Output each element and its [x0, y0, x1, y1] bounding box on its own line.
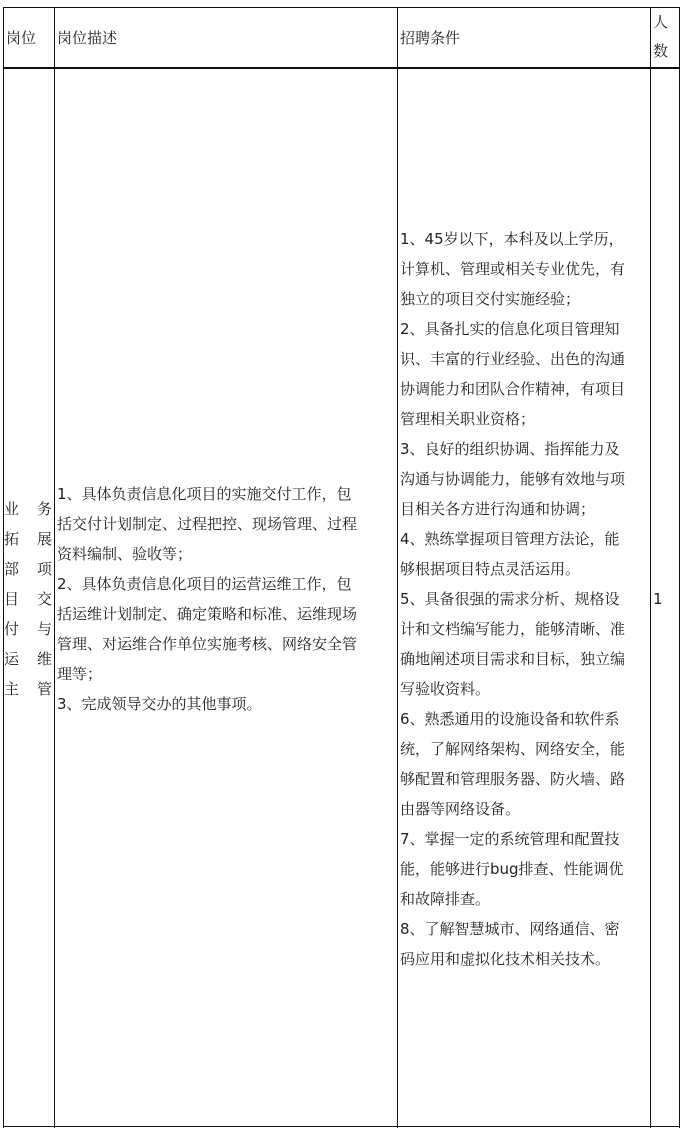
requirements-line: 3、良好的组织协调、指挥能力及: [400, 440, 620, 458]
requirements-line: 统，了解网络架构、网络安全，能: [400, 740, 626, 758]
header-position: 岗位: [6, 29, 37, 47]
grid-line: [3, 7, 680, 8]
grid-line: [3, 67, 680, 69]
requirements-line: 沟通与协调能力，能够有效地与项: [400, 470, 626, 488]
requirements-line: 协调能力和团队合作精神，有项目: [400, 380, 626, 398]
requirements-line: 识、丰富的行业经验、出色的沟通: [400, 350, 626, 368]
requirements-cell: [400, 224, 648, 974]
header-count-char: 人: [653, 13, 669, 31]
header-requirements: 招聘条件: [400, 29, 461, 47]
requirements-line: 7、掌握一定的系统管理和配置技: [400, 830, 620, 848]
requirements-line: 管理相关职业资格；: [400, 410, 536, 428]
requirements-line: 5、具备很强的需求分析、规格设: [400, 590, 620, 608]
description-line: 理等；: [57, 665, 103, 683]
requirements-line: 写验收资料。: [400, 680, 491, 698]
position-line: 拓 展: [4, 530, 52, 548]
description-line: 2、具体负责信息化项目的运营运维工作，包: [57, 575, 352, 593]
requirements-line: 独立的项目交付实施经验；: [400, 290, 581, 308]
description-line: 括运维计划制定、确定策略和标准、运维现场: [57, 605, 358, 623]
requirements-line: 计和文档编写能力，能够清晰、准: [400, 620, 626, 638]
position-cell: [4, 494, 52, 704]
grid-line: [3, 1126, 680, 1127]
header-description: 岗位描述: [57, 29, 118, 47]
description-line: 3、完成领导交办的其他事项。: [57, 695, 262, 713]
description-line: 1、具体负责信息化项目的实施交付工作，包: [57, 485, 352, 503]
grid-line: [650, 7, 651, 1128]
requirements-line: 能，能够进行bug排查、性能调优: [400, 860, 624, 878]
requirements-line: 2、具备扎实的信息化项目管理知: [400, 320, 620, 338]
description-line: 管理、对运维合作单位实施考核、网络安全管: [57, 635, 358, 653]
requirements-line: 确地阐述项目需求和目标，独立编: [400, 650, 626, 668]
requirements-line: 够根据项目特点灵活运用。: [400, 560, 581, 578]
grid-line: [679, 7, 680, 1128]
requirements-line: 目相关各方进行沟通和协调；: [400, 500, 596, 518]
requirements-line: 6、熟悉通用的设施设备和软件系: [400, 710, 620, 728]
description-line: 括交付计划制定、过程把控、现场管理、过程: [57, 515, 358, 533]
position-line: 部 项: [4, 560, 52, 578]
requirements-line: 8、了解智慧城市、网络通信、密: [400, 920, 620, 938]
requirements-line: 和故障排查。: [400, 890, 491, 908]
header-count-char: 数: [653, 42, 669, 60]
description-cell: [57, 479, 395, 719]
position-line: 业 务: [4, 500, 52, 518]
requirements-line: 够配置和管理服务器、防火墙、路: [400, 770, 626, 788]
position-line: 目 交: [4, 590, 52, 608]
count-cell: 1: [653, 590, 663, 608]
requirements-line: 计算机、管理或相关专业优先，有: [400, 260, 626, 278]
requirements-line: 由器等网络设备。: [400, 800, 521, 818]
position-line: 运 维: [4, 650, 52, 668]
position-line: 主管: [4, 680, 52, 698]
requirements-line: 4、熟练掌握项目管理方法论，能: [400, 530, 620, 548]
grid-line: [54, 7, 55, 1128]
requirements-line: 1、45岁以下，本科及以上学历，: [400, 230, 624, 248]
header-count: [653, 8, 677, 66]
grid-line: [397, 7, 398, 1128]
position-line: 付 与: [4, 620, 52, 638]
description-line: 资料编制、验收等；: [57, 545, 193, 563]
requirements-line: 码应用和虚拟化技术相关技术。: [400, 950, 611, 968]
